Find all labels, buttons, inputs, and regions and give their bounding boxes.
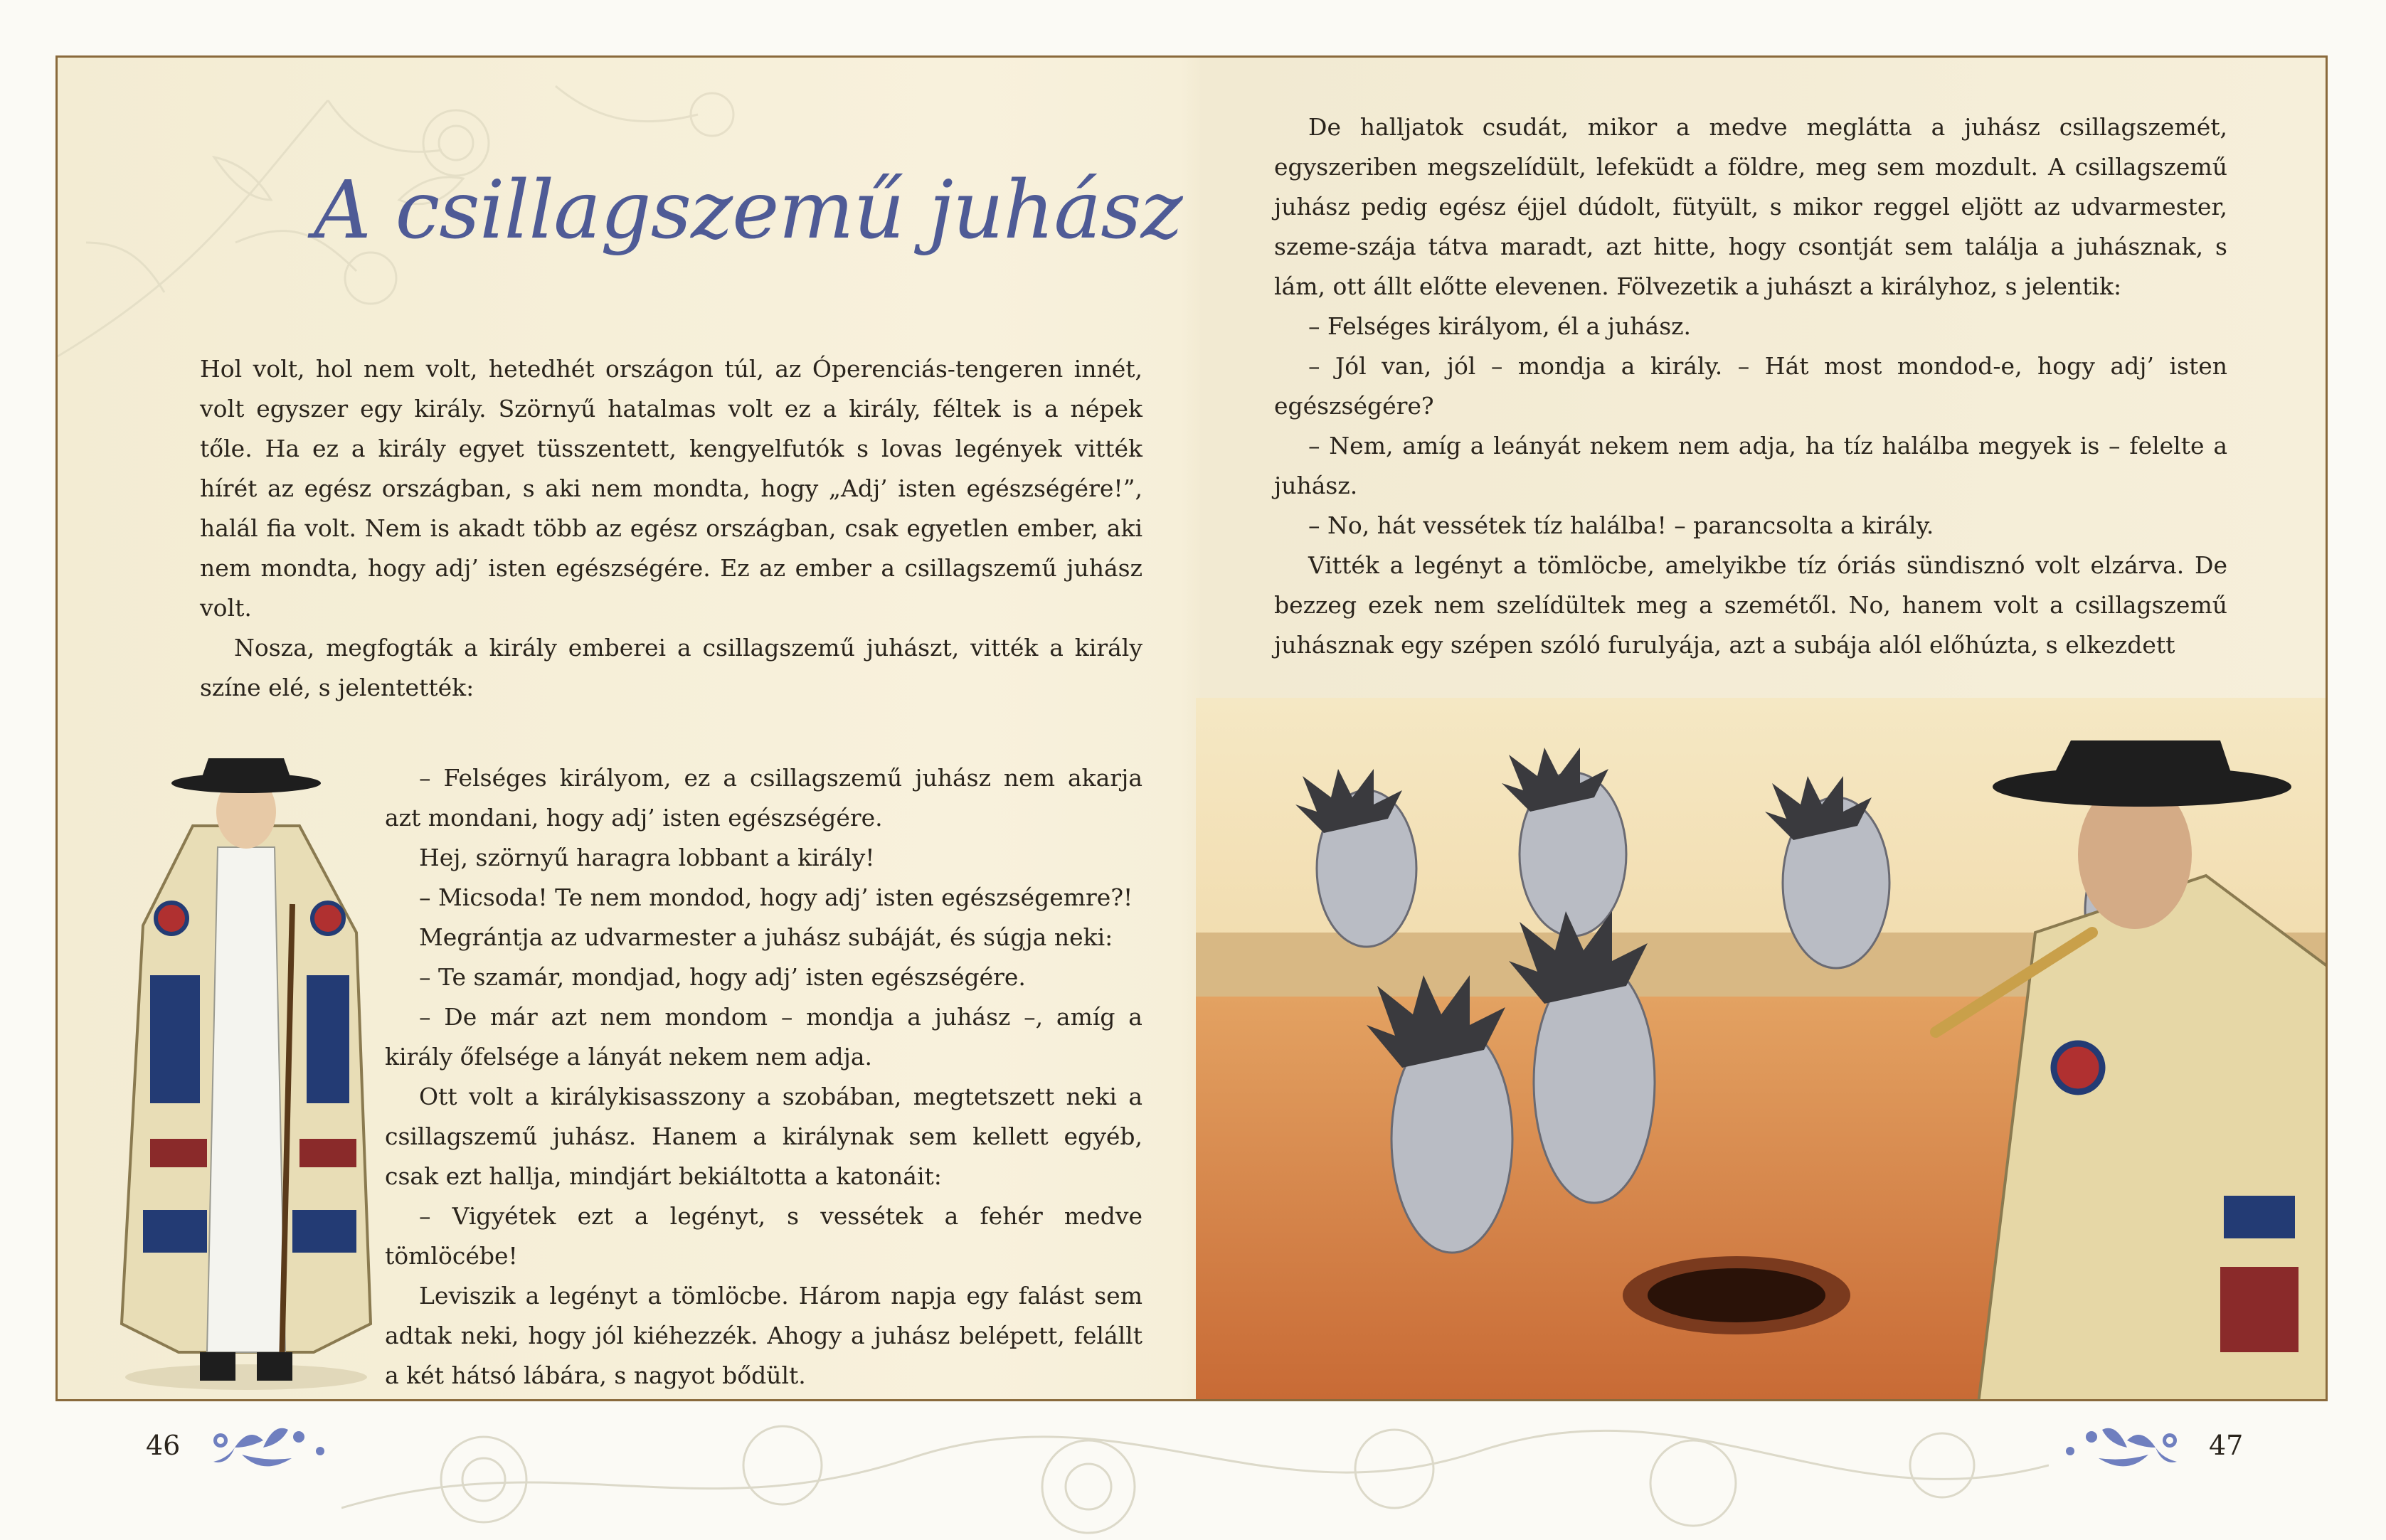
paragraph: – Vigyétek ezt a legényt, s vessétek a fehér medve tömlöcébe!: [385, 1202, 1142, 1270]
blue-floral-ornament-icon: [2049, 1412, 2191, 1483]
paragraph: Hej, szörnyű haragra lobbant a király!: [419, 844, 875, 871]
left-dialogue-block: [385, 758, 1142, 1396]
paragraph: Megrántja az udvarmester a juhász subáját, és súgja neki:: [419, 923, 1113, 951]
paragraph: Nosza, megfogták a király emberei a csillagszemű juhászt, vitték a király színe elé, s jelentették:: [200, 634, 1142, 701]
shepherd-illustration: [93, 740, 399, 1391]
hedgehogs-illustration: [1196, 698, 2328, 1401]
floral-footer-decoration: [341, 1401, 2049, 1540]
book-spread: [55, 55, 2328, 1401]
paragraph: De halljatok csudát, mikor a medve meglátta a juhász csillagszemét, egyszeriben megszelídült, lefeküdt a földre, meg sem mozdult. A csillagszemű juhász pedig egész éjjel dúdolt, fütyült, s mikor reggel eljött az udvarmester, szeme-szája tátva maradt, azt hitte, hogy csontját sem találja a juhásznak, s lám, ott állt előtte elevenen. Fölvezetik a juhászt a királyhoz, s jelentik:: [1274, 113, 2227, 300]
paragraph: – Jól van, jól – mondja a király. – Hát most mondod-e, hogy adj’ isten egészségére?: [1274, 352, 2227, 420]
right-page: [1196, 58, 2328, 1399]
paragraph: – No, hát vessétek tíz halálba! – parancsolta a király.: [1308, 511, 1934, 539]
paragraph: – De már azt nem mondom – mondja a juhász –, amíg a király őfelsége a lányát nekem nem adja.: [385, 1003, 1142, 1071]
blue-floral-ornament-icon: [199, 1412, 341, 1483]
paragraph: – Te szamár, mondjad, hogy adj’ isten egészségére.: [419, 963, 1026, 991]
paragraph: Vitték a legényt a tömlöcbe, amelyikbe tíz óriás sündisznó volt elzárva. De bezzeg ezek nem szelídültek meg a szemétől. No, hanem volt a csillagszemű juhásznak egy szépen szóló furulyája, azt a subája alól előhúzta, s elkezdett: [1274, 551, 2227, 659]
page-number-left: 46: [146, 1430, 181, 1461]
story-title: A csillagszemű juhász: [314, 164, 1182, 257]
left-page: [58, 58, 1196, 1399]
paragraph: – Nem, amíg a leányát nekem nem adja, ha tíz halálba megyek is – felelte a juhász.: [1274, 432, 2227, 499]
paragraph: – Micsoda! Te nem mondod, hogy adj’ isten egészségemre?!: [419, 883, 1133, 911]
right-text-block: [1274, 107, 2227, 665]
paragraph: Ott volt a királykisasszony a szobában, megtetszett neki a csillagszemű juhász. Hanem a királynak sem kellett egyéb, csak ezt hallja, mindjárt bekiáltotta a katonáit:: [385, 1083, 1142, 1190]
left-text-block: [200, 349, 1142, 708]
paragraph: Hol volt, hol nem volt, hetedhét országon túl, az Óperenciás-tengeren innét, volt egyszer egy király. Szörnyű hatalmas volt ez a király, féltek is a népek tőle. Ha ez a király egyet tüsszentett, kengyelfutók s lovas legények vitték hírét az egész országban, s aki nem mondta, hogy „Adj’ isten egészségére!”, halál fia volt. Nem is akadt több az egész országban, csak egyetlen ember, aki nem mondta, hogy adj’ isten egészségére. Ez az ember a csillagszemű juhász volt.: [200, 355, 1142, 622]
paragraph: – Felséges királyom, él a juhász.: [1308, 312, 1692, 340]
page-number-right: 47: [2209, 1430, 2244, 1461]
paragraph: Leviszik a legényt a tömlöcbe. Három napja egy falást sem adtak neki, hogy jól kiéhezzék. Ahogy a juhász belépett, felállt a két hátsó lábára, s nagyot bődült.: [385, 1282, 1142, 1389]
paragraph: – Felséges királyom, ez a csillagszemű juhász nem akarja azt mondani, hogy adj’ isten egészségére.: [385, 764, 1142, 832]
